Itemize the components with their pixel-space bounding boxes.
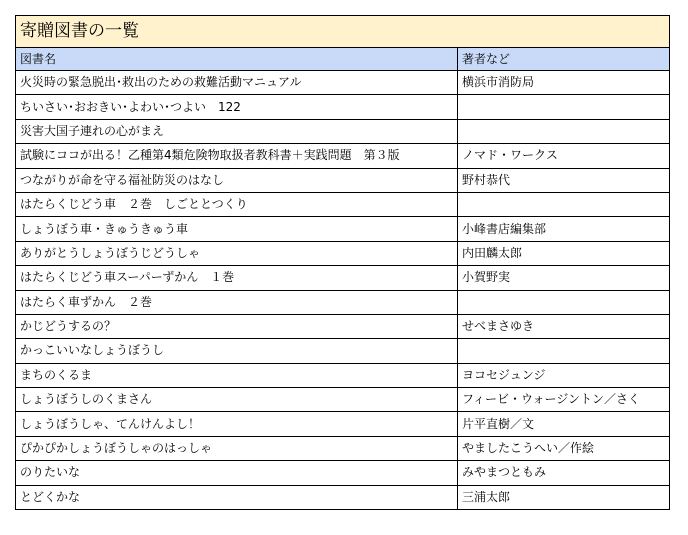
book-name-cell[interactable]: はたらくじどう車 ２巻 しごととつくり <box>16 192 458 216</box>
header-book-name[interactable]: 図書名 <box>16 48 458 71</box>
title-row <box>16 16 670 48</box>
author-cell[interactable]: フィービ・ウォージントン／さく <box>458 388 670 412</box>
author-cell[interactable]: 野村恭代 <box>458 168 670 192</box>
table-row <box>16 461 670 485</box>
sheet-title[interactable]: 寄贈図書の一覧 <box>16 16 670 48</box>
book-name-cell[interactable]: かじどうするの？ <box>16 314 458 338</box>
book-name-cell[interactable]: 試験にココが出る！乙種第4類危険物取扱者教科書＋実践問題 第３版 <box>16 144 458 168</box>
table-row <box>16 168 670 192</box>
book-name-cell[interactable]: しょうぼう車・きゅうきゅう車 <box>16 217 458 241</box>
table-row <box>16 241 670 265</box>
book-name-cell[interactable]: つながりが命を守る福祉防災のはなし <box>16 168 458 192</box>
author-cell[interactable]: みやまつともみ <box>458 461 670 485</box>
book-name-cell[interactable]: しょうぼうしのくまさん <box>16 388 458 412</box>
author-cell[interactable]: ヨコセジュンジ <box>458 363 670 387</box>
author-cell[interactable]: やましたこうへい／作絵 <box>458 436 670 460</box>
book-name-cell[interactable]: とどくかな <box>16 485 458 509</box>
author-cell[interactable]: 片平直樹／文 <box>458 412 670 436</box>
table-row <box>16 119 670 143</box>
table-row <box>16 290 670 314</box>
book-name-cell[interactable]: はたらく車ずかん ２巻 <box>16 290 458 314</box>
book-name-cell[interactable]: のりたいな <box>16 461 458 485</box>
book-name-cell[interactable]: 火災時の緊急脱出･救出のための救難活動マニュアル <box>16 71 458 95</box>
table-row <box>16 412 670 436</box>
author-cell[interactable]: 横浜市消防局 <box>458 71 670 95</box>
author-cell[interactable] <box>458 290 670 314</box>
author-cell[interactable]: ノマド・ワークス <box>458 144 670 168</box>
author-cell[interactable] <box>458 119 670 143</box>
author-cell[interactable]: 小峰書店編集部 <box>458 217 670 241</box>
author-cell[interactable]: 三浦太郎 <box>458 485 670 509</box>
table-row <box>16 192 670 216</box>
author-cell[interactable] <box>458 339 670 363</box>
table-row <box>16 339 670 363</box>
table-row <box>16 71 670 95</box>
table-row <box>16 314 670 338</box>
book-name-cell[interactable]: はたらくじどう車スーパーずかん １巻 <box>16 266 458 290</box>
author-cell[interactable] <box>458 95 670 119</box>
author-cell[interactable] <box>458 192 670 216</box>
table-row <box>16 485 670 509</box>
book-name-cell[interactable]: かっこいいなしょうぼうし <box>16 339 458 363</box>
book-name-cell[interactable]: ぴかぴかしょうぼうしゃのはっしゃ <box>16 436 458 460</box>
author-cell[interactable]: 小賀野実 <box>458 266 670 290</box>
book-name-cell[interactable]: しょうぼうしゃ、てんけんよし！ <box>16 412 458 436</box>
table-row <box>16 217 670 241</box>
book-name-cell[interactable]: ちいさい･おおきい･よわい･つよい 122 <box>16 95 458 119</box>
table-row <box>16 266 670 290</box>
table-row <box>16 95 670 119</box>
table-body <box>16 71 670 510</box>
header-row <box>16 48 670 71</box>
author-cell[interactable]: 内田麟太郎 <box>458 241 670 265</box>
table-row <box>16 436 670 460</box>
table-row <box>16 363 670 387</box>
table-row <box>16 388 670 412</box>
header-author[interactable]: 著者など <box>458 48 670 71</box>
book-name-cell[interactable]: ありがとうしょうぼうじどうしゃ <box>16 241 458 265</box>
table-row <box>16 144 670 168</box>
book-name-cell[interactable]: 災害大国子連れの心がまえ <box>16 119 458 143</box>
book-name-cell[interactable]: まちのくるま <box>16 363 458 387</box>
donated-books-table <box>15 15 670 510</box>
author-cell[interactable]: せべまさゆき <box>458 314 670 338</box>
